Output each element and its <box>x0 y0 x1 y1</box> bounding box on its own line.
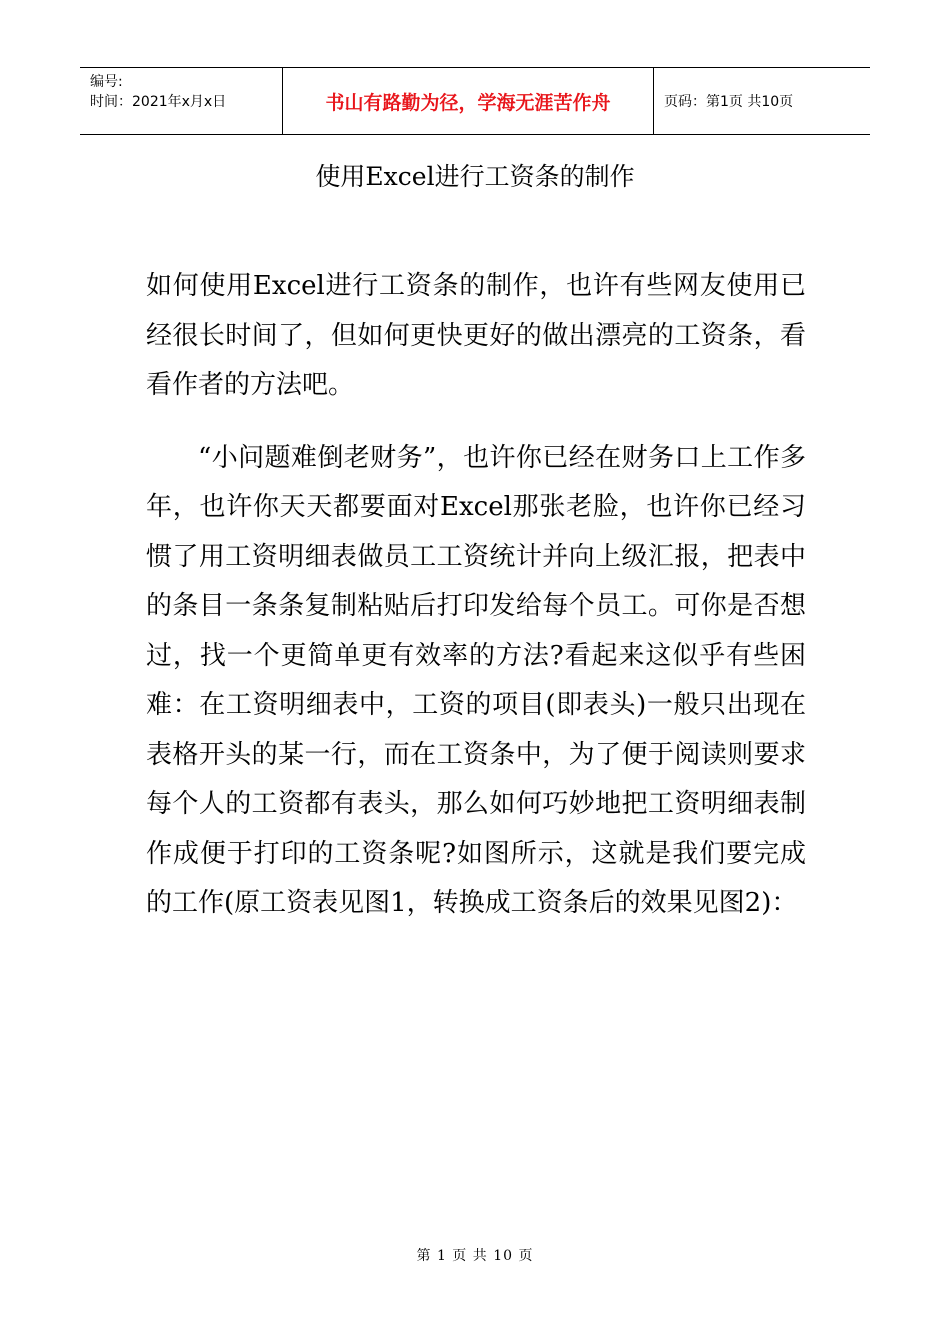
header-page-info: 页码：第1页 共10页 <box>664 94 794 110</box>
document-header <box>80 67 870 135</box>
page-footer: 第 1 页 共 10 页 <box>416 1248 534 1264</box>
paragraph-intro: 如何使用Excel进行工资条的制作，也许有些网友使用已经很长时间了，但如何更快更好的做出漂亮的工资条，看看作者的方法吧。 <box>146 271 806 400</box>
paragraph-main: “小问题难倒老财务”，也许你已经在财务口上工作多年，也许你天天都要面对Excel那张老脸，也许你已经习惯了用工资明细表做员工工资统计并向上级汇报，把表中的条目一条条复制粘贴后打印发给每个员工。可你是否想过，找一个更简单更有效率的方法?看起来这似乎有些困难：在工资明细表中，工资的项目(即表头)一般只出现在表格开头的某一行，而在工资条中，为了便于阅读则要求每个人的工资都有表头，那么如何巧妙地把工资明细表制作成便于打印的工资条呢?如图所示，这就是我们要完成的工作(原工资表见图1，转换成工资条后的效果见图2)： <box>146 442 806 918</box>
header-time-label: 时间：2021年x月x日 <box>90 94 227 110</box>
header-number-label: 编号: <box>90 74 123 90</box>
document-body <box>146 262 806 929</box>
header-motto: 书山有路勤为径，学海无涯苦作舟 <box>282 68 654 134</box>
header-meta <box>80 68 282 134</box>
document-title: 使用Excel进行工资条的制作 <box>315 162 635 191</box>
